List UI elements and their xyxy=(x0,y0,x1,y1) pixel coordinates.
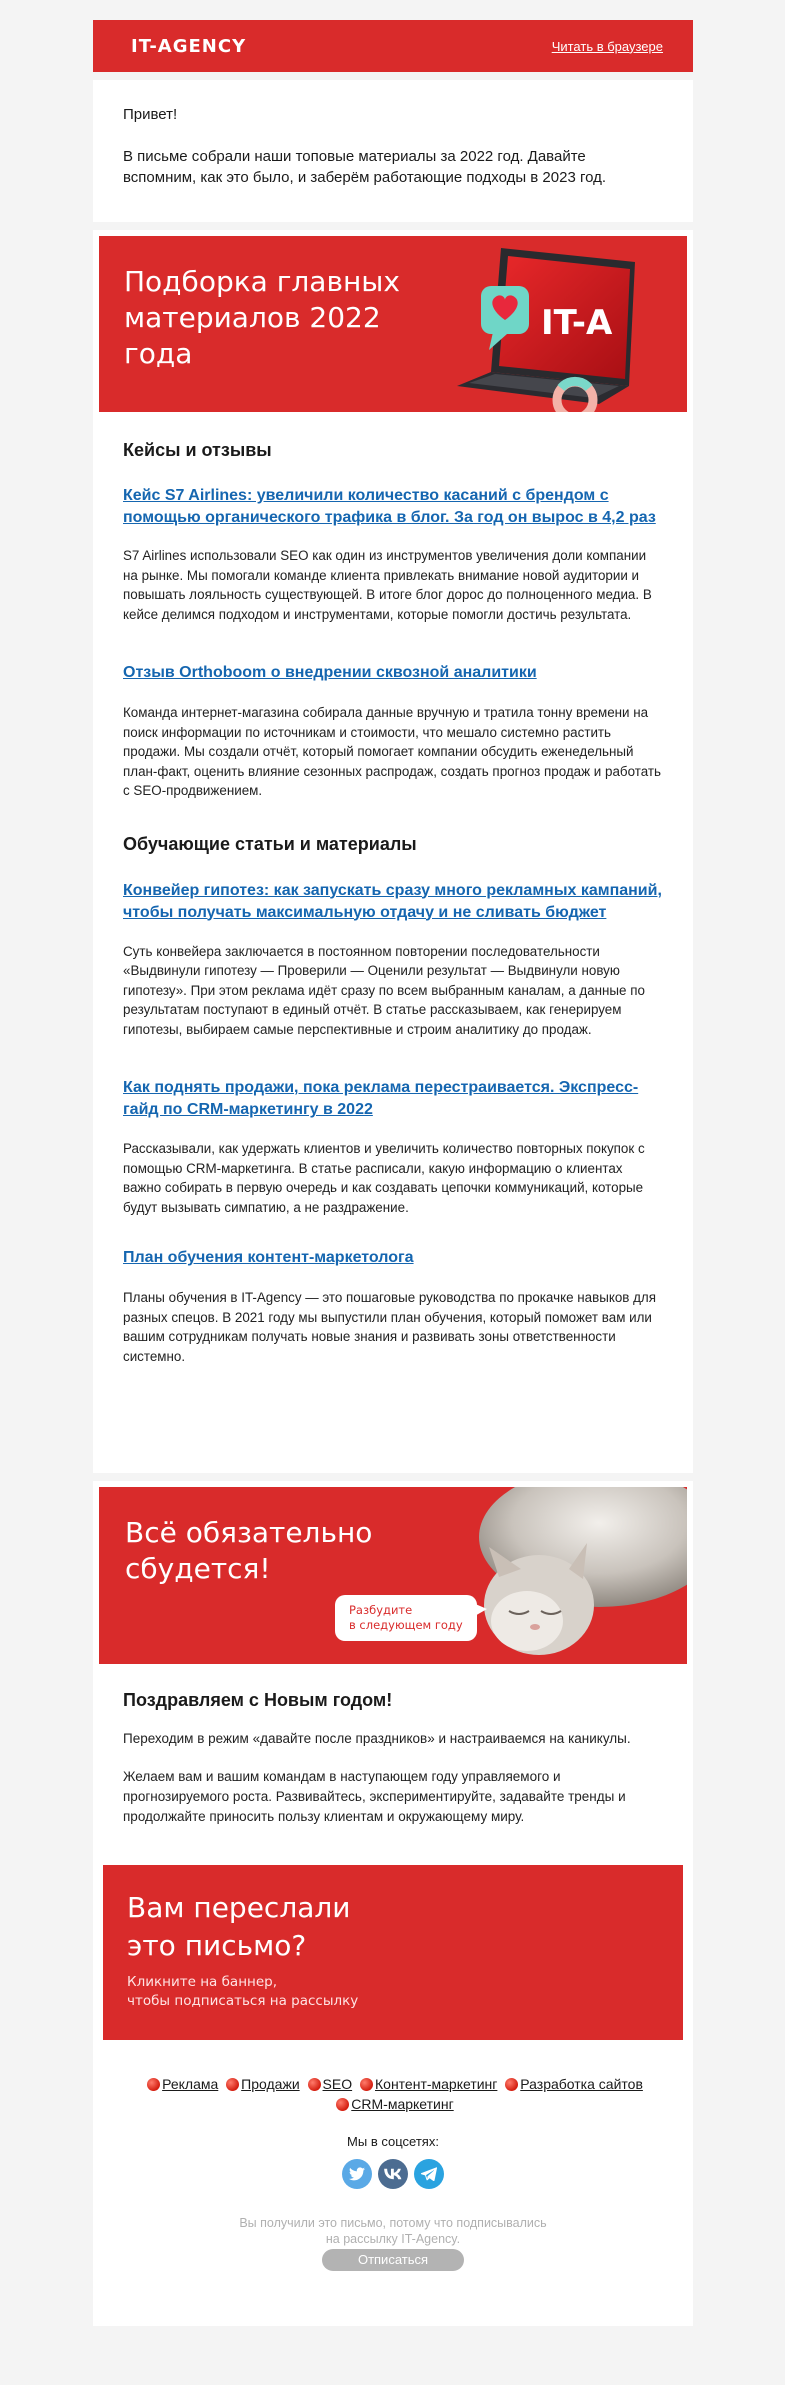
article-desc-s7: S7 Airlines использовали SEO как один из инструментов увеличения доли компании на рынке. Мы помогали команде клиента привлекать внимание новой аудитории и повышать лояльность существующей. В итоге блог дорос до полноценного медиа. В кейсе делимся подходом и инструментами, которые помогли достичь результата. xyxy=(123,548,652,622)
article-link-orthoboom[interactable]: Отзыв Orthoboom о внедрении сквозной аналитики xyxy=(123,664,537,681)
new-year-p2: Желаем вам и вашим командам в наступающем году управляемого и прогнозируемого роста. Развивайтесь, экспериментируйте, задавайте тренды и продолжайте приносить пользу клиентам и окружающему миру. xyxy=(123,1769,626,1824)
article-desc-content-plan: Планы обучения в IT-Agency — это пошаговые руководства по прокачке навыков для разных спецов. В 2021 году мы выпустили план обучения, который поможет вам или вашим сотрудникам получать новые знания и развивать зоны ответственности системно. xyxy=(123,1290,656,1364)
digest-block xyxy=(93,230,693,1473)
new-year-banner xyxy=(99,1487,687,1664)
vk-icon[interactable] xyxy=(378,2159,408,2189)
laptop-illustration xyxy=(429,236,687,412)
topic-links xyxy=(93,2074,693,2114)
subscribe-banner-subtitle: Кликните на баннер, чтобы подписаться на рассылку xyxy=(127,1974,359,2009)
telegram-icon[interactable] xyxy=(414,2159,444,2189)
new-year-p1: Переходим в режим «давайте после праздников» и настраиваемся на каникулы. xyxy=(123,1731,631,1746)
laptop-logo: IT-A xyxy=(541,303,613,343)
article-desc-orthoboom: Команда интернет-магазина собирала данные вручную и тратила тонну времени на поиск информации по источникам и стоимости, что мешало системно растить продажи. Мы создали отчёт, который помогает компании обсудить еженедельный план-факт, оценить влияние сезонных распродаж, создать прогноз продаж и работать с SEO-продвижением. xyxy=(123,705,661,798)
red-dot-icon xyxy=(308,2078,321,2091)
article-link-content-plan[interactable]: План обучения контент-маркетолога xyxy=(123,1249,414,1266)
article-desc-hypotheses: Суть конвейера заключается в постоянном повторении последовательности «Выдвинули гипотезу — Проверили — Оценили результат — Выдвинули новую гипотезу». При этом реклама идёт сразу по всем выбранным каналам, а данные по результатам поступают в единый отчёт. В статье рассказываем, как генерируем гипотезы, выбираем самые перспективные и строим аналитику до продаж. xyxy=(123,943,645,1037)
twitter-icon[interactable] xyxy=(342,2159,372,2189)
social-title: Мы в соцсетях: xyxy=(347,2134,439,2149)
topic-link-ads[interactable]: Реклама xyxy=(162,2076,219,2092)
red-dot-icon xyxy=(360,2078,373,2091)
red-dot-icon xyxy=(505,2078,518,2091)
red-dot-icon xyxy=(147,2078,160,2091)
speech-bubble: Разбудите в следующем году xyxy=(335,1595,477,1641)
topic-link-content[interactable]: Контент-маркетинг xyxy=(375,2076,498,2092)
article-desc-crm: Рассказывали, как удержать клиентов и увеличить количество повторных покупок с помощью CRM-маркетинга. В статье расписали, какую информацию о клиентах важно собирать в первую очередь и как создавать цепочки коммуникаций, которые будут вызывать симпатию, а не раздражение. xyxy=(123,1141,645,1215)
red-dot-icon xyxy=(336,2098,349,2111)
topic-link-seo[interactable]: SEO xyxy=(322,2076,353,2092)
banner2-title: Всё обязательно сбудется! xyxy=(125,1516,373,1585)
new-year-heading: Поздравляем с Новым годом! xyxy=(123,1690,393,1710)
greeting: Привет! xyxy=(123,106,178,123)
email-header xyxy=(93,20,693,72)
intro-text: В письме собрали наши топовые материалы за 2022 год. Давайте вспомним, как это было, и заберём работающие подходы в 2023 год. xyxy=(123,148,607,186)
topic-link-web[interactable]: Разработка сайтов xyxy=(520,2076,643,2092)
subscription-note: Вы получили это письмо, потому что подписывались на рассылку IT-Agency. xyxy=(239,2216,547,2246)
topic-link-crm[interactable]: CRM-маркетинг xyxy=(351,2096,454,2112)
unsubscribe-button[interactable]: Отписаться xyxy=(322,2249,464,2271)
section-heading-cases: Кейсы и отзывы xyxy=(123,440,272,460)
logo: IT-AGENCY xyxy=(131,35,247,57)
article-link-hypotheses[interactable]: Конвейер гипотез: как запускать сразу много рекламных кампаний, чтобы получать максимальную отдачу и не сливать бюджет xyxy=(123,881,662,921)
section-heading-learning: Обучающие статьи и материалы xyxy=(123,833,417,854)
article-link-s7[interactable]: Кейс S7 Airlines: увеличили количество касаний с брендом с помощью органического трафика в блог. За год он вырос в 4,2 раз xyxy=(123,487,656,526)
subscribe-banner-title: Вам переслали это письмо? xyxy=(127,1891,351,1962)
sleeping-cat-image xyxy=(469,1487,687,1664)
article-link-crm[interactable]: Как поднять продажи, пока реклама перестраивается. Экспресс-гайд по CRM-маркетингу в 2022 xyxy=(123,1079,639,1118)
social-icons xyxy=(93,2159,693,2189)
new-year-block xyxy=(93,1481,693,2326)
read-in-browser-link[interactable]: Читать в браузере xyxy=(551,38,663,54)
intro-block xyxy=(93,80,693,222)
subscribe-banner[interactable] xyxy=(103,1865,683,2040)
red-dot-icon xyxy=(226,2078,239,2091)
topic-link-sales[interactable]: Продажи xyxy=(241,2076,300,2092)
banner-title: Подборка главных материалов 2022 года xyxy=(124,265,400,370)
digest-banner xyxy=(99,236,687,412)
